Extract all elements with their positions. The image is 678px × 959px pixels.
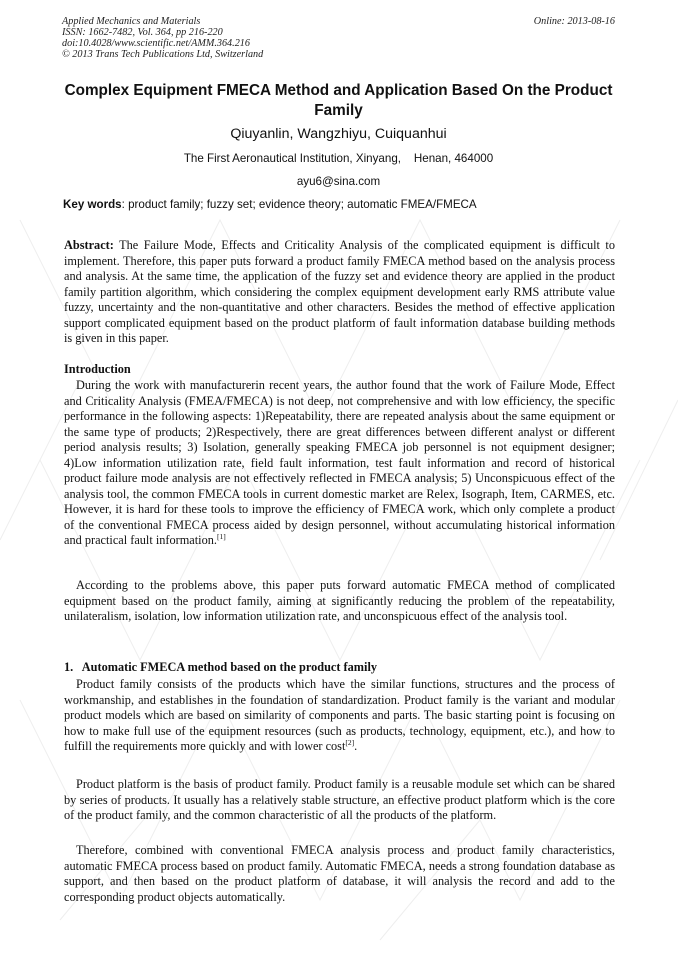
- citation-ref-1: [1]: [216, 531, 226, 541]
- journal-name: Applied Mechanics and Materials: [62, 16, 201, 27]
- email: ayu6@sina.com: [296, 175, 381, 188]
- citation-ref-2: [2]: [345, 737, 355, 747]
- journal-header: [62, 16, 263, 60]
- paper-title: Complex Equipment FMECA Method and Application Based On the Product Family: [64, 82, 613, 119]
- authors: Qiuyanlin, Wangzhiyu, Cuiquanhui: [230, 126, 447, 142]
- affiliation: The First Aeronautical Institution, Xinyang, Henan, 464000: [183, 152, 494, 165]
- section-1-paragraph-3: Therefore, combined with conventional FMECA analysis process and product family characteristics, automatic FMECA process based on product family. Automatic FMECA, needs a strong foundation database as support, and then based on the product platform of database, it will analysis the record and add to the corresponding product objects automatically.: [64, 843, 615, 904]
- copyright-line: © 2013 Trans Tech Publications Ltd, Switzerland: [62, 49, 264, 60]
- online-date: Online: 2013-08-16: [533, 16, 615, 27]
- section-1-paragraph-1: [64, 677, 615, 755]
- keywords-label: Key words: [63, 198, 122, 211]
- introduction-heading: Introduction: [64, 362, 131, 376]
- section-1-p1-end: .: [354, 739, 358, 753]
- introduction-p1-text: During the work with manufacturerin recent years, the author found that the work of Failure Mode, Effect and Criticality Analysis (FMEA/FMECA) is not deep, not comprehensive and with low efficiency, the specific performance in the following aspects: 1)Repeatability, there are repeated analysis about the same equipment or the same type of products; 2)Respectively, there are great differences between different analyst or different period analysis results; 3) Isolation, generally speaking FMECA job personnel is not equipment designer; 4)Low information utilization rate, field fault information, test fault information and record of historical product failure mode analysis are not effectively reflected in FMECA analysis; 5) Unconspicuous effect of the analysis tool, the common FMECA tools in current domestic market are Relex, Isograph, Item, CARMES, etc. However, it is hard for these tools to improve the efficiency of FMECA work, which only complete a product of the conventional FMECA process aided by design personnel, without accumulating historical information and practical fault information.: [64, 378, 615, 547]
- section-1-paragraph-2: Product platform is the basis of product family. Product family is a reusable module set which can be shared by series of products. It usually has a relatively stable structure, an effective product platform which is the core of the product family, and the common characteristic of all the products of the platform.: [64, 777, 615, 822]
- abstract: [64, 238, 615, 347]
- doi-line: doi:10.4028/www.scientific.net/AMM.364.216: [62, 38, 250, 49]
- section-1-heading: 1. Automatic FMECA method based on the product family: [64, 660, 378, 674]
- keywords-text: : product family; fuzzy set; evidence theory; automatic FMEA/FMECA: [121, 198, 477, 211]
- abstract-text: The Failure Mode, Effects and Criticality Analysis of the complicated equipment is difficult to implement. Therefore, this paper puts forward a product family FMECA method based on the analysis process and analysis. At the same time, the application of the fuzzy set and evidence theory are applied in the product family partition algorithm, which considering the complex equipment development early RMS attribute value fuzzy, uncertainty and the non-quantitative and other characters. Besides the method of effective application support complicated equipment based on the product platform of fault information database building methods is given in this paper.: [64, 238, 615, 345]
- introduction-paragraph-2: According to the problems above, this paper puts forward automatic FMECA method of complicated equipment based on the product family, aiming at significantly reducing the problem of the repeatability, unilateralism, isolation, low information utilization rate, and unconspicuous effect of the analysis tool.: [64, 578, 615, 623]
- keywords: [63, 198, 615, 211]
- abstract-label: Abstract:: [64, 238, 114, 252]
- section-1-p1-text: Product family consists of the products which have the similar functions, structures and the process of workmanship, and establishes in the foundation of standardization. Product family is the variant and modular product models which are based on similarity of components and parts. The basic starting point is focusing on how to make full use of the equipment resources (such as products, technology, equipment, etc.), and how to fulfill the requirements more quickly and with lower cost: [64, 677, 615, 753]
- issn-line: ISSN: 1662-7482, Vol. 364, pp 216-220: [62, 27, 223, 38]
- introduction-paragraph-1: [64, 378, 615, 549]
